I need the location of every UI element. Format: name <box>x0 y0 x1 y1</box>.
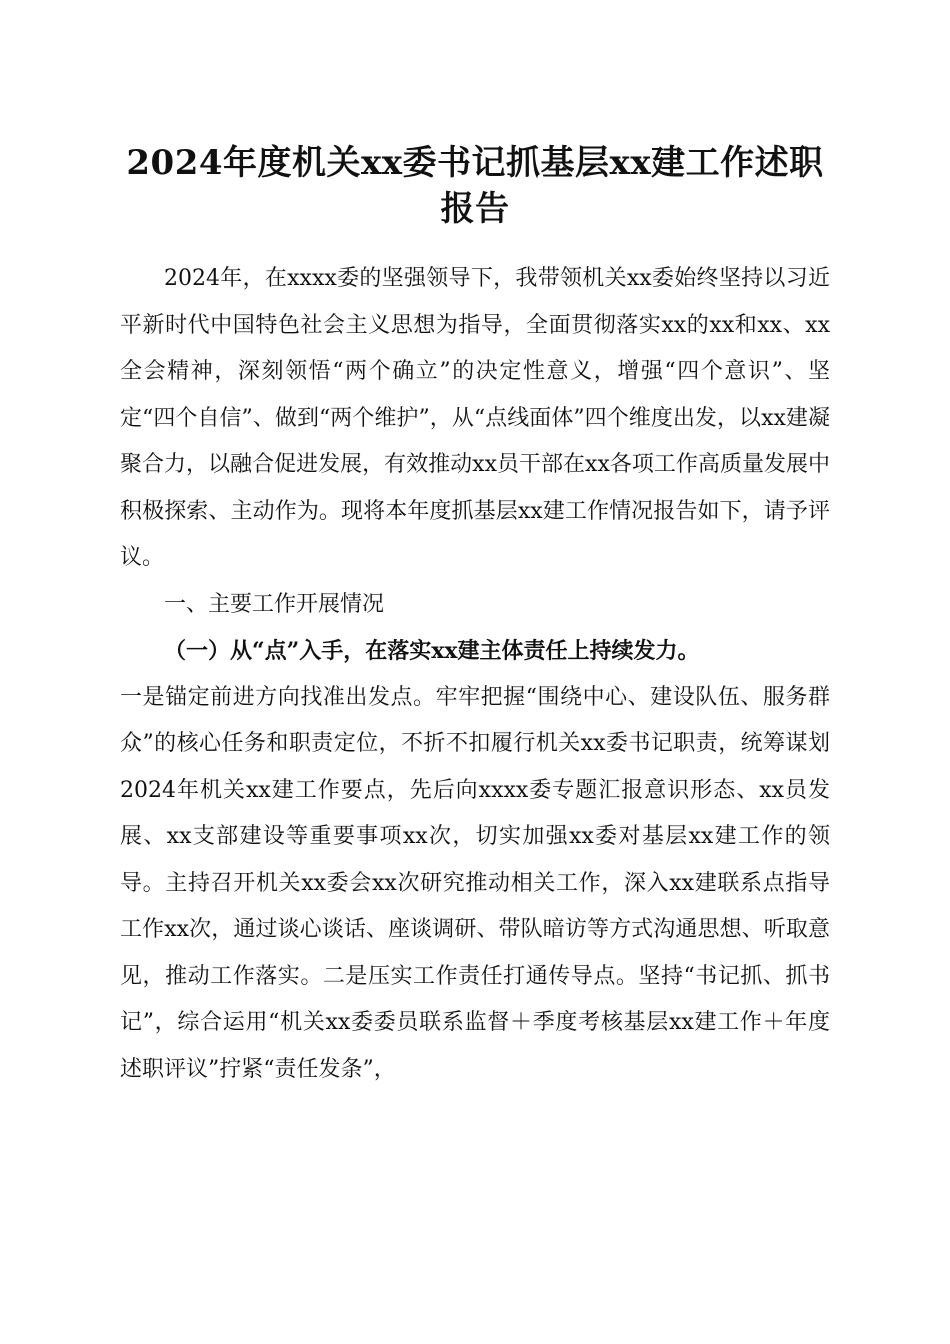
section-heading-1: 一、主要工作开展情况 <box>164 591 385 617</box>
subsection-heading-1: （一）从“点”入手，在落实xx建主体责任上持续发力。 <box>164 638 700 664</box>
document-title <box>120 140 830 232</box>
intro-paragraph: 2024年，在xxxx委的坚强领导下，我带领机关xx委始终坚持以习近平新时代中国特色社会主义思想为指导，全面贯彻落实xx的xx和xx、xx全会精神，深刻领悟“两个确立”的决定性意义，增强“四个意识”、坚定“四个自信”、做到“两个维护”，从“点线面体”四个维度出发，以xx建凝聚合力，以融合促进发展，有效推动xx员干部在xx各项工作高质量发展中积极探索、主动作为。现将本年度抓基层xx建工作情况报告如下，请予评议。 <box>120 266 830 570</box>
title-line-1: 2024年度机关xx委书记抓基层xx建工作述职 <box>126 143 824 183</box>
document-body <box>120 256 830 1093</box>
subsection-body-1: 一是锚定前进方向找准出发点。牢牢把握“围绕中心、建设队伍、服务群众”的核心任务和职责定位，不折不扣履行机关xx委书记职责，统筹谋划2024年机关xx建工作要点，先后向xxxx委专题汇报意识形态、xx员发展、xx支部建设等重要事项xx次，切实加强xx委对基层xx建工作的领导。主持召开机关xx委会xx次研究推动相关工作，深入xx建联系点指导工作xx次，通过谈心谈话、座谈调研、带队暗访等方式沟通思想、听取意见，推动工作落实。二是压实工作责任打通传导点。坚持“书记抓、抓书记”，综合运用“机关xx委委员联系监督＋季度考核基层xx建工作＋年度述职评议”拧紧“责任发条”， <box>120 684 830 1082</box>
title-line-2: 报告 <box>440 189 510 229</box>
